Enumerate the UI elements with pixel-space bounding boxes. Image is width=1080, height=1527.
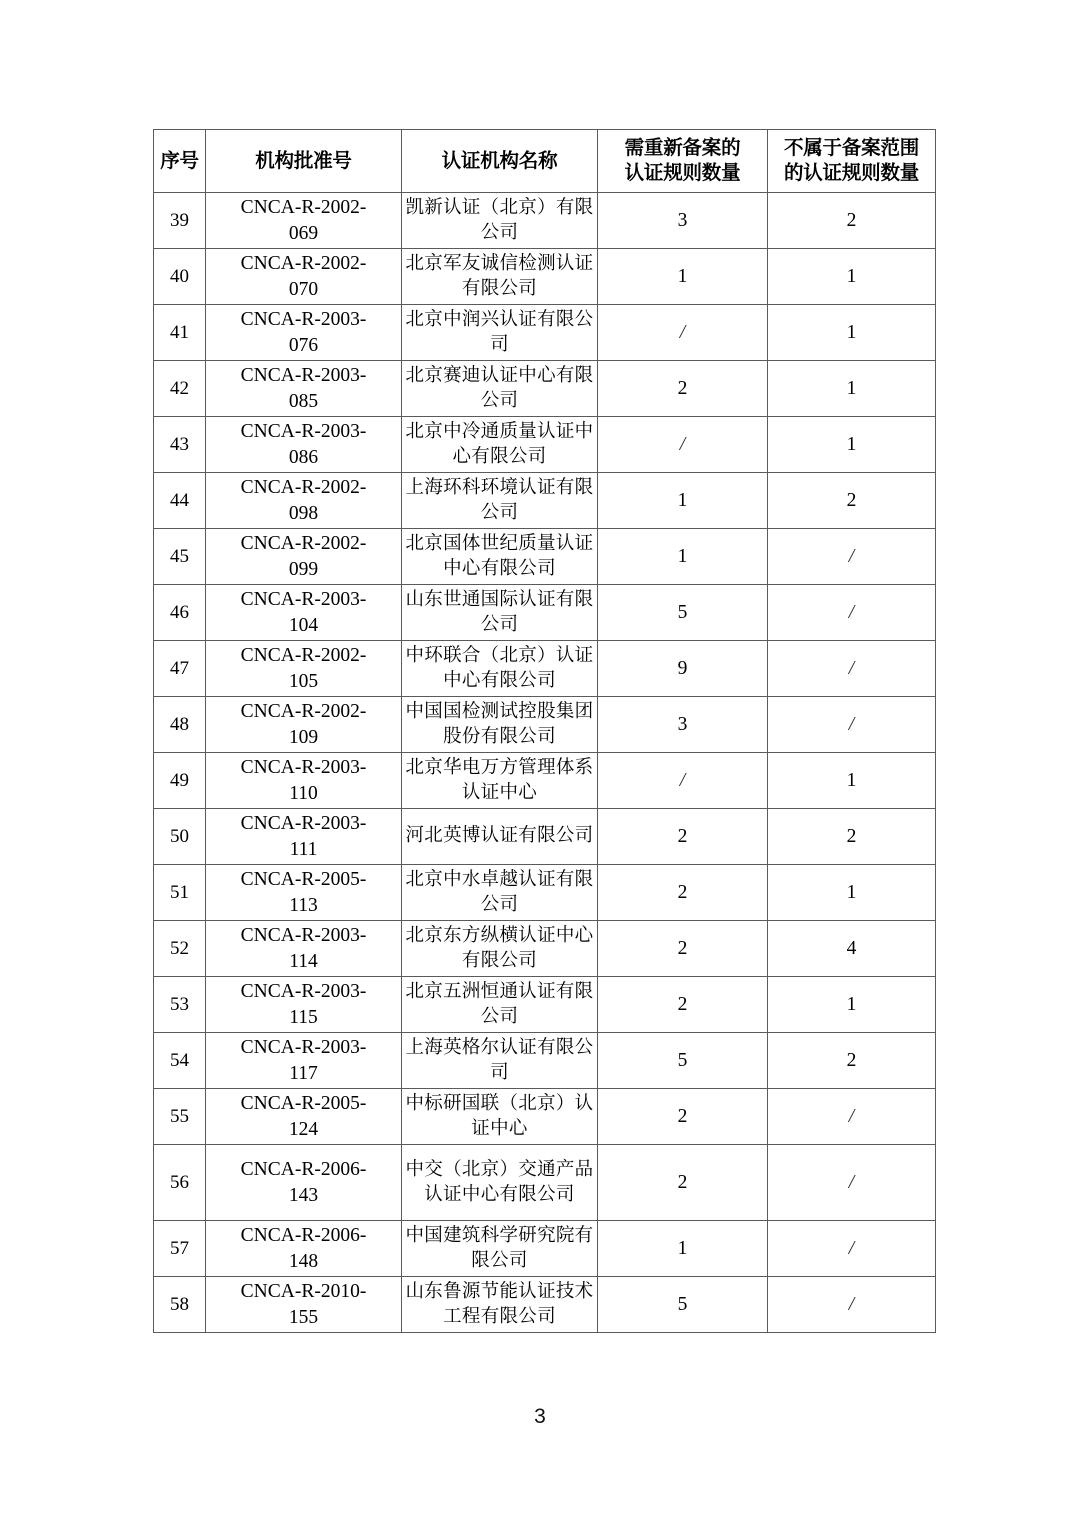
- cell-organization-name: 北京东方纵横认证中心有限公司: [402, 921, 598, 977]
- cell-approval-code: [206, 417, 402, 473]
- approval-code-wrapper: [206, 1223, 401, 1274]
- column-header-code-line: 机构批准号: [255, 148, 352, 172]
- table-row: [154, 865, 936, 921]
- cell-approval-code: [206, 753, 402, 809]
- approval-code-suffix: 105: [288, 670, 319, 692]
- approval-code-prefix: CNCA-R-2003-: [240, 420, 367, 442]
- approval-code-prefix: CNCA-R-2002-: [240, 700, 367, 722]
- cell-approval-code: [206, 921, 402, 977]
- approval-code-prefix: CNCA-R-2003-: [240, 1036, 367, 1058]
- certification-bodies-table: [153, 129, 936, 1333]
- column-header-num1-line: 认证规则数量: [624, 161, 741, 184]
- cell-rules-needing-refiling: /: [598, 417, 768, 473]
- cell-approval-code: [206, 1145, 402, 1221]
- approval-code-suffix: 111: [289, 838, 318, 860]
- cell-rules-out-of-scope: 1: [768, 865, 936, 921]
- cell-rules-out-of-scope: 2: [768, 809, 936, 865]
- cell-approval-code: [206, 529, 402, 585]
- cell-approval-code: [206, 697, 402, 753]
- column-header-num1-line: 需重新备案的: [624, 136, 741, 160]
- cell-rules-needing-refiling: 2: [598, 865, 768, 921]
- approval-code-suffix: 113: [289, 894, 318, 916]
- cell-organization-name: 上海环科环境认证有限公司: [402, 473, 598, 529]
- cell-rules-needing-refiling: 5: [598, 1033, 768, 1089]
- cell-approval-code: [206, 361, 402, 417]
- cell-organization-name: 中国建筑科学研究院有限公司: [402, 1221, 598, 1277]
- cell-rules-needing-refiling: 1: [598, 473, 768, 529]
- cell-sequence-number: 56: [154, 1145, 206, 1221]
- approval-code-suffix: 085: [288, 390, 319, 412]
- cell-rules-out-of-scope: /: [768, 1277, 936, 1333]
- cell-rules-needing-refiling: 2: [598, 361, 768, 417]
- approval-code-wrapper: [206, 811, 401, 862]
- cell-approval-code: [206, 1221, 402, 1277]
- approval-code-prefix: CNCA-R-2002-: [240, 644, 367, 666]
- approval-code-wrapper: [206, 867, 401, 918]
- approval-code-wrapper: [206, 475, 401, 526]
- cell-rules-out-of-scope: 2: [768, 193, 936, 249]
- cell-approval-code: [206, 193, 402, 249]
- table-row: [154, 1089, 936, 1145]
- cell-organization-name: 山东鲁源节能认证技术工程有限公司: [402, 1277, 598, 1333]
- cell-rules-needing-refiling: 2: [598, 1089, 768, 1145]
- cell-rules-out-of-scope: 1: [768, 305, 936, 361]
- cell-organization-name: 上海英格尔认证有限公司: [402, 1033, 598, 1089]
- approval-code-suffix: 110: [289, 782, 318, 804]
- cell-sequence-number: 47: [154, 641, 206, 697]
- approval-code-suffix: 114: [289, 950, 318, 972]
- table-row: [154, 1145, 936, 1221]
- cell-rules-needing-refiling: 2: [598, 921, 768, 977]
- cell-rules-out-of-scope: 1: [768, 753, 936, 809]
- table-row: [154, 305, 936, 361]
- approval-code-suffix: 070: [288, 278, 319, 300]
- approval-code-wrapper: [206, 979, 401, 1030]
- approval-code-wrapper: [206, 1035, 401, 1086]
- table-row: [154, 585, 936, 641]
- table-row: [154, 697, 936, 753]
- cell-organization-name: 中环联合（北京）认证中心有限公司: [402, 641, 598, 697]
- approval-code-wrapper: [206, 699, 401, 750]
- cell-rules-needing-refiling: 3: [598, 697, 768, 753]
- cell-approval-code: [206, 1033, 402, 1089]
- cell-sequence-number: 43: [154, 417, 206, 473]
- approval-code-prefix: CNCA-R-2002-: [240, 252, 367, 274]
- cell-rules-needing-refiling: /: [598, 753, 768, 809]
- cell-rules-out-of-scope: 1: [768, 417, 936, 473]
- table-row: [154, 641, 936, 697]
- approval-code-suffix: 076: [288, 334, 319, 356]
- cell-rules-needing-refiling: 3: [598, 193, 768, 249]
- cell-sequence-number: 53: [154, 977, 206, 1033]
- approval-code-prefix: CNCA-R-2006-: [240, 1158, 367, 1180]
- cell-sequence-number: 40: [154, 249, 206, 305]
- cell-rules-needing-refiling: 2: [598, 1145, 768, 1221]
- approval-code-wrapper: [206, 923, 401, 974]
- approval-code-suffix: 098: [288, 502, 319, 524]
- column-header-num2-line: 不属于备案范围: [783, 136, 920, 160]
- table-row: [154, 977, 936, 1033]
- approval-code-prefix: CNCA-R-2002-: [240, 476, 367, 498]
- cell-rules-out-of-scope: 2: [768, 473, 936, 529]
- cell-organization-name: 河北英博认证有限公司: [402, 809, 598, 865]
- cell-rules-out-of-scope: /: [768, 641, 936, 697]
- cell-organization-name: 中国国检测试控股集团股份有限公司: [402, 697, 598, 753]
- cell-rules-needing-refiling: 5: [598, 1277, 768, 1333]
- approval-code-suffix: 069: [288, 222, 319, 244]
- cell-sequence-number: 57: [154, 1221, 206, 1277]
- table-row: [154, 1277, 936, 1333]
- cell-sequence-number: 50: [154, 809, 206, 865]
- cell-organization-name: 北京中润兴认证有限公司: [402, 305, 598, 361]
- cell-organization-name: 北京中冷通质量认证中心有限公司: [402, 417, 598, 473]
- cell-organization-name: 北京赛迪认证中心有限公司: [402, 361, 598, 417]
- approval-code-wrapper: [206, 1279, 401, 1330]
- table-row: [154, 753, 936, 809]
- approval-code-suffix: 109: [288, 726, 319, 748]
- cell-organization-name: 北京五洲恒通认证有限公司: [402, 977, 598, 1033]
- cell-sequence-number: 46: [154, 585, 206, 641]
- cell-rules-out-of-scope: /: [768, 529, 936, 585]
- approval-code-prefix: CNCA-R-2003-: [240, 588, 367, 610]
- approval-code-suffix: 155: [288, 1306, 319, 1328]
- cell-sequence-number: 54: [154, 1033, 206, 1089]
- table-body: [154, 193, 936, 1333]
- cell-sequence-number: 44: [154, 473, 206, 529]
- approval-code-suffix: 143: [288, 1184, 319, 1206]
- cell-organization-name: 中标研国联（北京）认证中心: [402, 1089, 598, 1145]
- cell-approval-code: [206, 473, 402, 529]
- page-number: 3: [534, 1405, 546, 1428]
- cell-approval-code: [206, 305, 402, 361]
- table-row: [154, 1221, 936, 1277]
- approval-code-prefix: CNCA-R-2005-: [240, 1092, 367, 1114]
- cell-rules-out-of-scope: /: [768, 697, 936, 753]
- cell-rules-out-of-scope: /: [768, 1089, 936, 1145]
- cell-organization-name: 中交（北京）交通产品认证中心有限公司: [402, 1145, 598, 1221]
- cell-organization-name: 北京华电万方管理体系认证中心: [402, 753, 598, 809]
- approval-code-wrapper: [206, 251, 401, 302]
- column-header-seq-line: 序号: [160, 148, 199, 172]
- approval-code-wrapper: [206, 363, 401, 414]
- cell-rules-needing-refiling: 1: [598, 249, 768, 305]
- cell-rules-out-of-scope: 1: [768, 977, 936, 1033]
- column-header-num2-line: 的认证规则数量: [783, 161, 920, 184]
- cell-sequence-number: 52: [154, 921, 206, 977]
- column-header-num2: [768, 130, 936, 193]
- cell-approval-code: [206, 1089, 402, 1145]
- table-header: [154, 130, 936, 193]
- cell-approval-code: [206, 1277, 402, 1333]
- approval-code-prefix: CNCA-R-2003-: [240, 756, 367, 778]
- table-header-row: [154, 130, 936, 193]
- approval-code-prefix: CNCA-R-2003-: [240, 980, 367, 1002]
- cell-sequence-number: 39: [154, 193, 206, 249]
- cell-sequence-number: 41: [154, 305, 206, 361]
- table-row: [154, 249, 936, 305]
- table-row: [154, 361, 936, 417]
- cell-rules-out-of-scope: 1: [768, 249, 936, 305]
- approval-code-suffix: 124: [288, 1118, 319, 1140]
- approval-code-prefix: CNCA-R-2005-: [240, 868, 367, 890]
- cell-approval-code: [206, 865, 402, 921]
- cell-sequence-number: 48: [154, 697, 206, 753]
- approval-code-wrapper: [206, 1091, 401, 1142]
- cell-sequence-number: 58: [154, 1277, 206, 1333]
- table-row: [154, 193, 936, 249]
- cell-approval-code: [206, 977, 402, 1033]
- cell-rules-needing-refiling: 9: [598, 641, 768, 697]
- approval-code-suffix: 104: [288, 614, 319, 636]
- approval-code-prefix: CNCA-R-2010-: [240, 1280, 367, 1302]
- approval-code-suffix: 115: [289, 1006, 318, 1028]
- table-row: [154, 921, 936, 977]
- table-row: [154, 473, 936, 529]
- approval-code-wrapper: [206, 755, 401, 806]
- approval-code-prefix: CNCA-R-2003-: [240, 308, 367, 330]
- cell-rules-out-of-scope: /: [768, 585, 936, 641]
- table-row: [154, 529, 936, 585]
- approval-code-prefix: CNCA-R-2002-: [240, 532, 367, 554]
- approval-code-suffix: 099: [288, 558, 319, 580]
- cell-approval-code: [206, 809, 402, 865]
- approval-code-suffix: 117: [289, 1062, 318, 1084]
- cell-organization-name: 北京国体世纪质量认证中心有限公司: [402, 529, 598, 585]
- approval-code-wrapper: [206, 419, 401, 470]
- approval-code-wrapper: [206, 531, 401, 582]
- cell-organization-name: 北京军友诚信检测认证有限公司: [402, 249, 598, 305]
- cell-rules-needing-refiling: 2: [598, 977, 768, 1033]
- table-row: [154, 417, 936, 473]
- cell-rules-needing-refiling: /: [598, 305, 768, 361]
- column-header-seq: [154, 130, 206, 193]
- cell-rules-out-of-scope: /: [768, 1145, 936, 1221]
- cell-sequence-number: 51: [154, 865, 206, 921]
- approval-code-prefix: CNCA-R-2003-: [240, 364, 367, 386]
- cell-organization-name: 山东世通国际认证有限公司: [402, 585, 598, 641]
- table-row: [154, 1033, 936, 1089]
- cell-rules-out-of-scope: /: [768, 1221, 936, 1277]
- column-header-code: [206, 130, 402, 193]
- column-header-name: [402, 130, 598, 193]
- approval-code-wrapper: [206, 643, 401, 694]
- cell-approval-code: [206, 249, 402, 305]
- cell-organization-name: 北京中水卓越认证有限公司: [402, 865, 598, 921]
- cell-rules-out-of-scope: 1: [768, 361, 936, 417]
- approval-code-suffix: 086: [288, 446, 319, 468]
- cell-sequence-number: 45: [154, 529, 206, 585]
- cell-approval-code: [206, 641, 402, 697]
- cell-rules-needing-refiling: 1: [598, 529, 768, 585]
- table-row: [154, 809, 936, 865]
- approval-code-prefix: CNCA-R-2003-: [240, 924, 367, 946]
- cell-sequence-number: 42: [154, 361, 206, 417]
- cell-approval-code: [206, 585, 402, 641]
- cell-rules-out-of-scope: 2: [768, 1033, 936, 1089]
- approval-code-prefix: CNCA-R-2002-: [240, 196, 367, 218]
- cell-rules-needing-refiling: 5: [598, 585, 768, 641]
- approval-code-wrapper: [206, 307, 401, 358]
- approval-code-suffix: 148: [288, 1250, 319, 1272]
- cell-organization-name: 凯新认证（北京）有限公司: [402, 193, 598, 249]
- cell-rules-needing-refiling: 1: [598, 1221, 768, 1277]
- cell-rules-needing-refiling: 2: [598, 809, 768, 865]
- approval-code-wrapper: [206, 195, 401, 246]
- approval-code-wrapper: [206, 587, 401, 638]
- cell-rules-out-of-scope: 4: [768, 921, 936, 977]
- column-header-name-line: 认证机构名称: [441, 148, 558, 172]
- column-header-num1: [598, 130, 768, 193]
- approval-code-prefix: CNCA-R-2003-: [240, 812, 367, 834]
- approval-code-wrapper: [206, 1157, 401, 1208]
- cell-sequence-number: 55: [154, 1089, 206, 1145]
- cell-sequence-number: 49: [154, 753, 206, 809]
- approval-code-prefix: CNCA-R-2006-: [240, 1224, 367, 1246]
